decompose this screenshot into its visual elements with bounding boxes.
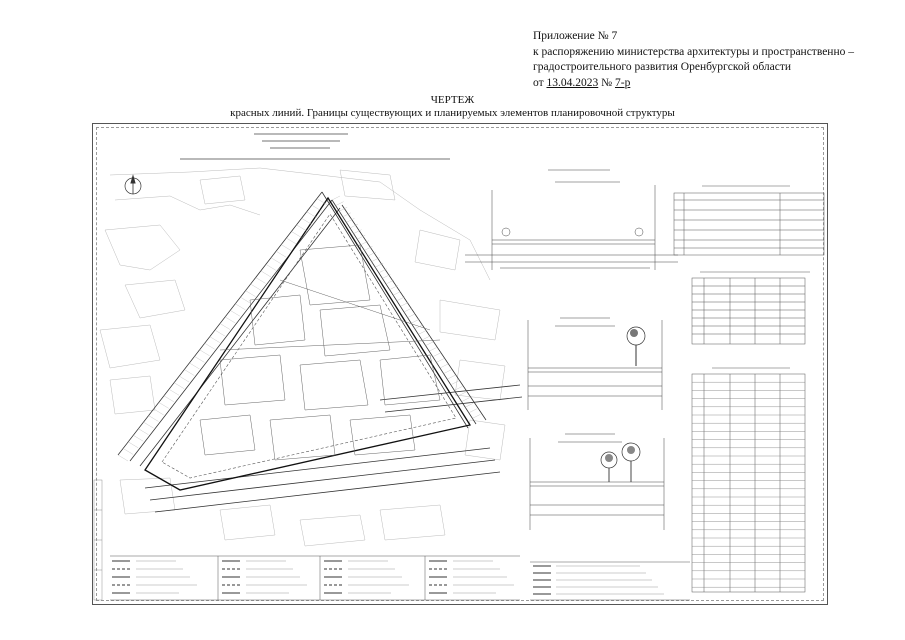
tree-icon — [627, 327, 645, 366]
road-hatch — [225, 317, 235, 323]
road-hatch — [469, 409, 477, 413]
road-hatch — [240, 297, 250, 303]
explication-table-1 — [674, 186, 824, 255]
road-hatch — [400, 302, 408, 306]
road-hatch — [169, 389, 179, 395]
road-hatch — [444, 370, 452, 374]
road-hatch — [426, 342, 434, 346]
appendix-title: Приложение № 7 — [533, 30, 618, 42]
road-hatch — [404, 308, 412, 312]
road-hatch — [261, 271, 271, 277]
order-number: 7-р — [614, 76, 631, 89]
road-hatch — [286, 238, 296, 244]
road-hatch — [307, 212, 317, 218]
road-hatch — [230, 310, 240, 316]
side-stamp — [94, 480, 102, 600]
road-hatch — [189, 363, 199, 369]
road-hatch — [440, 364, 448, 368]
road-hatch — [276, 251, 286, 257]
road-hatch — [159, 402, 169, 408]
road-hatch — [393, 291, 401, 295]
road-hatch — [458, 392, 466, 396]
road-hatch — [256, 277, 266, 283]
road-hatch — [429, 347, 437, 351]
road-hatch — [297, 225, 307, 231]
road-hatch — [266, 264, 276, 270]
project-title-marks — [180, 134, 450, 159]
road-hatch — [179, 376, 189, 382]
appendix-line-2: к распоряжению министерства архитектуры и пространственно – — [533, 45, 854, 58]
road-hatch — [144, 422, 154, 428]
road-hatch — [312, 205, 322, 211]
cross-section-1 — [465, 170, 678, 270]
road-hatch — [128, 442, 138, 448]
road-hatch — [411, 319, 419, 323]
road-hatch — [454, 386, 462, 390]
tree-group-icon — [601, 443, 640, 482]
road-hatch — [184, 370, 194, 376]
road-hatch — [451, 381, 459, 385]
road-corridors — [118, 192, 522, 512]
road-hatch — [195, 356, 205, 362]
red-line-boundary — [145, 198, 470, 490]
road-hatch — [462, 398, 470, 402]
road-hatch — [281, 245, 291, 251]
road-hatch — [210, 337, 220, 343]
road-hatch — [332, 196, 340, 200]
coordinates-table-1 — [692, 272, 810, 344]
road-hatch — [271, 258, 281, 264]
road-hatch — [200, 350, 210, 356]
road-hatch — [436, 358, 444, 362]
road-hatch — [386, 280, 394, 284]
road-hatch — [302, 218, 312, 224]
coordinates-table-2 — [692, 368, 805, 592]
cross-section-3 — [530, 434, 664, 530]
order-date: 13.04.2023 — [546, 76, 599, 89]
road-hatch — [174, 383, 184, 389]
road-hatch — [205, 343, 215, 349]
road-hatch — [138, 429, 148, 435]
north-arrow-icon — [125, 176, 141, 194]
road-hatch — [447, 375, 455, 379]
road-hatch — [118, 455, 128, 461]
road-hatch — [133, 435, 143, 441]
legend — [110, 556, 520, 600]
drawing-title: ЧЕРТЕЖ — [430, 94, 475, 106]
road-hatch — [215, 330, 225, 336]
road-hatch — [472, 414, 480, 418]
road-hatch — [382, 274, 390, 278]
road-hatch — [123, 448, 133, 454]
drawing-subtitle: красных линий. Границы существующих и планируемых элементов планировочной структуры — [230, 107, 675, 119]
road-hatch — [149, 416, 159, 422]
road-hatch — [397, 297, 405, 301]
road-hatch — [235, 304, 245, 310]
road-hatch — [164, 396, 174, 402]
appendix-line-3: градостроительного развития Оренбургской области — [533, 61, 792, 73]
road-hatch — [408, 314, 416, 318]
road-hatch — [418, 330, 426, 334]
date-prefix: от — [533, 76, 544, 89]
road-hatch — [422, 336, 430, 340]
road-hatch — [465, 403, 473, 407]
road-hatch — [220, 324, 230, 330]
road-hatch — [291, 231, 301, 237]
road-hatch — [251, 284, 261, 290]
road-hatch — [154, 409, 164, 415]
road-hatch — [433, 353, 441, 357]
legend-2 — [530, 562, 690, 600]
road-hatch — [390, 286, 398, 290]
number-prefix: № — [601, 76, 613, 89]
road-hatch — [246, 291, 256, 297]
